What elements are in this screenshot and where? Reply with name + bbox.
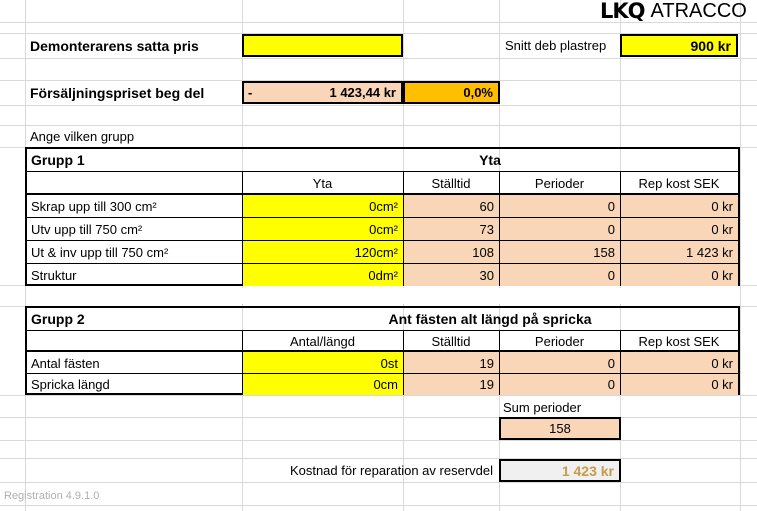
group2-row-repkost: 0 kr [620,352,738,374]
group2-row-perioder: 0 [499,374,620,395]
group2-title: Grupp 2 [31,311,85,327]
table-gap-spacer [27,288,738,304]
sale-price-value-cell [242,81,403,104]
lkq-atracco-logo [600,0,747,22]
group1-row-label: Skrap upp till 300 cm² [31,199,157,214]
repair-cost-value: 1 423 kr [499,459,621,482]
group1-col-divider [242,194,243,286]
group2-row-label: Antal fästen [31,355,100,371]
group2-col-header-perioder: Perioder [534,334,585,349]
gridline-horizontal [0,417,757,418]
sale-price-sign: - [248,85,253,100]
sale-price-label: Försäljningspriset beg del [30,84,205,101]
group2-row-stalltid: 19 [403,374,499,395]
group2-col-header-input: Antal/längd [289,334,356,349]
gridline-horizontal [0,482,757,483]
instruction-text: Ange vilken grupp [30,128,135,144]
group2-col-divider [620,331,621,395]
group1-row-divider [27,263,738,264]
group2-row-label: Spricka längd [31,377,110,392]
atracco-wordmark: ATRACCO [650,0,747,22]
gridline-horizontal [0,58,757,59]
group1-col-divider [403,171,404,194]
group1-row-perioder: 0 [499,264,620,286]
gridline-horizontal [0,395,757,396]
group2-row-perioder: 0 [499,352,620,374]
group1-row-input[interactable]: 120cm² [242,241,403,264]
group2-col-divider [242,330,243,351]
gridline-horizontal [0,440,757,441]
group1-row-repkost: 1 423 kr [620,241,738,264]
group1-row-stalltid: 73 [403,218,499,241]
sale-price-percent: 0,0% [403,81,500,104]
gridline-vertical [740,0,741,511]
avg-plastrep-value[interactable]: 900 kr [620,34,738,57]
group1-col-divider [499,172,500,286]
group1-col-divider [242,171,243,194]
group2-row-stalltid: 19 [403,352,499,374]
group1-row-label: Utv upp till 750 cm² [31,222,143,237]
sum-periods-label: Sum perioder [503,400,582,415]
group2-col-divider [403,351,404,395]
group2-col-header-repkost: Rep kost SEK [638,334,720,349]
group1-row-input[interactable]: 0cm² [242,218,403,241]
group1-row-repkost: 0 kr [620,195,738,218]
group2-col-divider [499,331,500,395]
lkq-logo-mark: LKQ [600,0,645,23]
group1-row-repkost: 0 kr [620,218,738,241]
group2-col-divider [403,330,404,351]
group1-row-label: Ut & inv upp till 750 cm² [31,245,169,260]
group1-title: Grupp 1 [31,152,85,168]
group1-row-perioder: 0 [499,195,620,218]
group2-col-header-stalltid: Ställtid [431,334,471,349]
group1-row-stalltid: 108 [403,241,499,264]
group2-col-divider [242,351,243,395]
group1-row-divider [27,240,738,241]
avg-plastrep-label: Snitt deb plastrep [505,38,607,53]
group2-row-divider [27,373,738,374]
sale-price-amount: 1 423,44 kr [329,85,396,100]
group1-col-divider [403,194,404,286]
dismantler-price-label: Demonterarens satta pris [30,37,199,54]
group1-section-header: Yta [479,152,501,168]
repair-cost-label: Kostnad för reparation av reservdel [289,463,493,478]
group1-row-perioder: 0 [499,218,620,241]
gridline-horizontal [0,105,757,106]
group1-row-repkost: 0 kr [620,264,738,286]
group1-row-label: Struktur [31,267,77,283]
group1-row-input[interactable]: 0dm² [242,264,403,286]
group1-row-input[interactable]: 0cm² [242,195,403,218]
group2-row-repkost: 0 kr [620,374,738,395]
group2-row-input[interactable]: 0cm [242,374,403,395]
group1-row-stalltid: 60 [403,195,499,218]
group1-col-header-repkost: Rep kost SEK [638,175,720,191]
dismantler-price-input[interactable] [242,34,403,57]
group1-col-header-input: Yta [312,175,333,191]
group1-col-header-stalltid: Ställtid [431,175,471,191]
group1-row-divider [27,217,738,218]
registration-version-label: Registration 4.9.1.0 [4,490,100,502]
group1-row-stalltid: 30 [403,264,499,286]
sum-periods-value: 158 [499,417,621,440]
group2-section-header: Ant fästen alt längd på spricka [388,311,592,327]
group2-row-input[interactable]: 0st [242,352,403,374]
group1-col-header-perioder: Perioder [534,175,585,191]
group1-col-divider [620,172,621,286]
gridline-horizontal [0,505,757,506]
group1-row-perioder: 158 [499,241,620,264]
